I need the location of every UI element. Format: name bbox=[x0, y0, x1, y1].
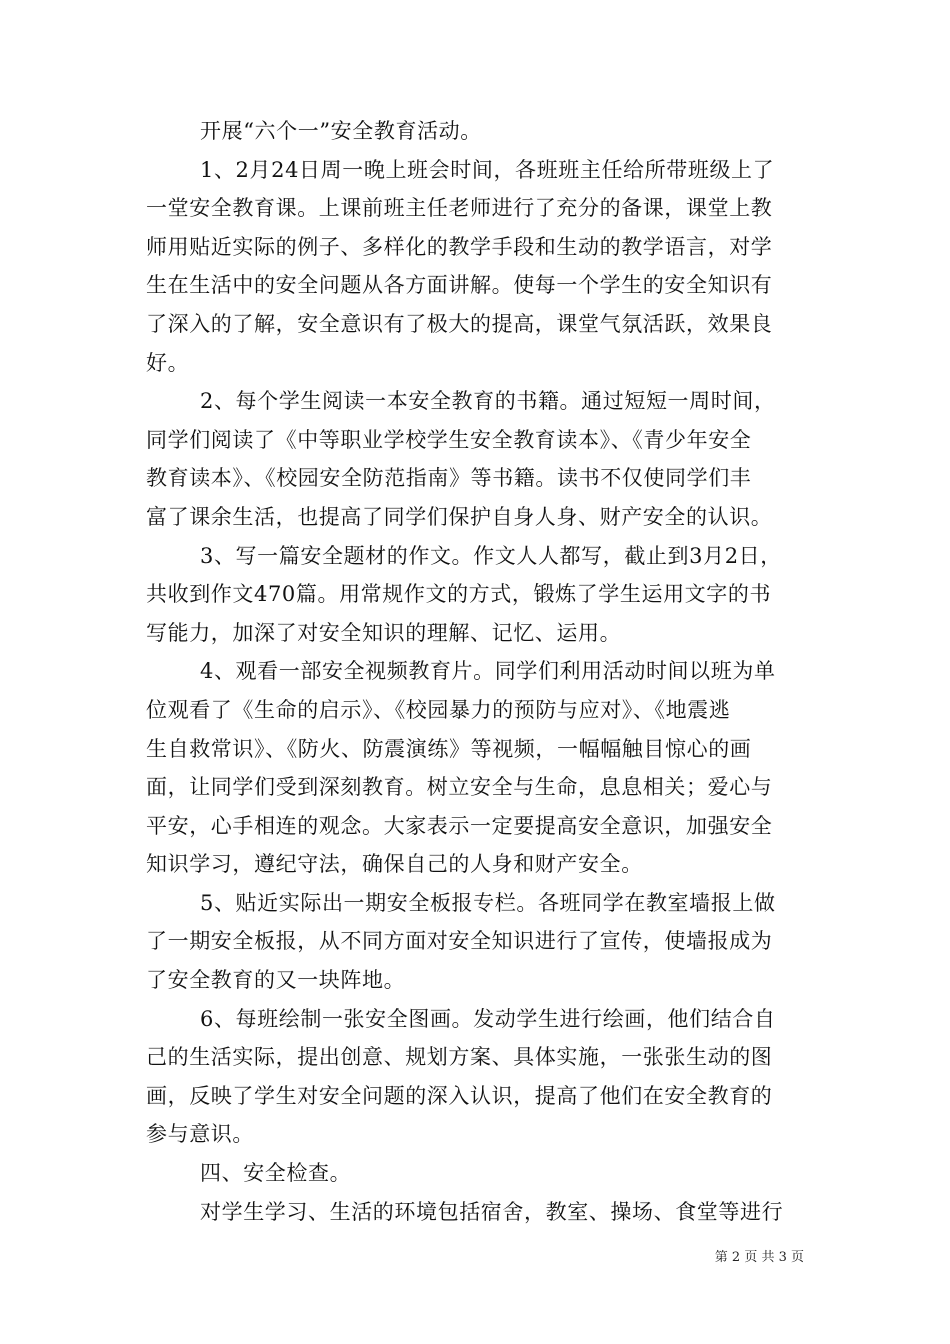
text-line: 了深入的了解，安全意识有了极大的提高，课堂气氛活跃，效果良 bbox=[146, 311, 773, 336]
text-line: 4、观看一部安全视频教育片。同学们利用活动时间以班为单 bbox=[200, 659, 776, 684]
page-number-footer: 第 2 页 共 3 页 bbox=[714, 1250, 804, 1265]
text-line: 3、写一篇安全题材的作文。作文人人都写，截止到3月2日， bbox=[200, 543, 782, 568]
text-line: 一堂安全教育课。上课前班主任老师进行了充分的备课，课堂上教 bbox=[146, 196, 773, 221]
text-line: 师用贴近实际的例子、多样化的教学手段和生动的教学语言，对学 bbox=[146, 234, 773, 259]
text-line: 5、贴近实际出一期安全板报专栏。各班同学在教室墙报上做 bbox=[200, 890, 776, 915]
text-line: 富了课余生活，也提高了同学们保护自身人身、财产安全的认识。 bbox=[146, 504, 773, 529]
text-line: 生在生活中的安全问题从各方面讲解。使每一个学生的安全知识有 bbox=[146, 273, 773, 298]
text-line: 知识学习，遵纪守法，确保自己的人身和财产安全。 bbox=[146, 852, 643, 877]
text-line: 共收到作文470篇。用常规作文的方式，锻炼了学生运用文字的书 bbox=[146, 582, 772, 607]
text-line: 开展“六个一”安全教育活动。 bbox=[200, 119, 482, 143]
text-line: 参与意识。 bbox=[146, 1122, 254, 1147]
text-line: 己的生活实际，提出创意、规划方案、具体实施，一张张生动的图 bbox=[146, 1045, 773, 1070]
text-line: 同学们阅读了《中等职业学校学生安全教育读本》、《青少年安全 bbox=[146, 427, 752, 452]
text-line: 位观看了《生命的启示》、《校园暴力的预防与应对》、《地震逃 bbox=[146, 697, 731, 722]
text-line: 画，反映了学生对安全问题的深入认识，提高了他们在安全教育的 bbox=[146, 1083, 773, 1108]
text-line: 面，让同学们受到深刻教育。树立安全与生命，息息相关；爱心与 bbox=[146, 775, 773, 800]
document-body bbox=[146, 112, 814, 1231]
text-line: 2、每个学生阅读一本安全教育的书籍。通过短短一周时间， bbox=[200, 389, 776, 414]
text-line: 了一期安全板报，从不同方面对安全知识进行了宣传，使墙报成为 bbox=[146, 929, 773, 954]
section-heading: 四、安全检查。 bbox=[200, 1161, 352, 1186]
text-line: 6、每班绘制一张安全图画。发动学生进行绘画，他们结合自 bbox=[200, 1006, 776, 1031]
text-line: 教育读本》、《校园安全防范指南》等书籍。读书不仅使同学们丰 bbox=[146, 466, 752, 491]
text-line: 写能力，加深了对安全知识的理解、记忆、运用。 bbox=[146, 620, 622, 645]
text-line: 对学生学习、生活的环境包括宿舍，教室、操场、食堂等进行 bbox=[200, 1199, 784, 1224]
text-line: 1、2月24日周一晚上班会时间，各班班主任给所带班级上了 bbox=[200, 157, 775, 182]
text-line: 生自救常识》、《防火、防震演练》等视频，一幅幅触目惊心的画 bbox=[146, 736, 752, 761]
text-line: 平安，心手相连的观念。大家表示一定要提高安全意识，加强安全 bbox=[146, 813, 773, 838]
text-line: 好。 bbox=[146, 350, 190, 375]
text-line: 了安全教育的又一块阵地。 bbox=[146, 968, 406, 993]
